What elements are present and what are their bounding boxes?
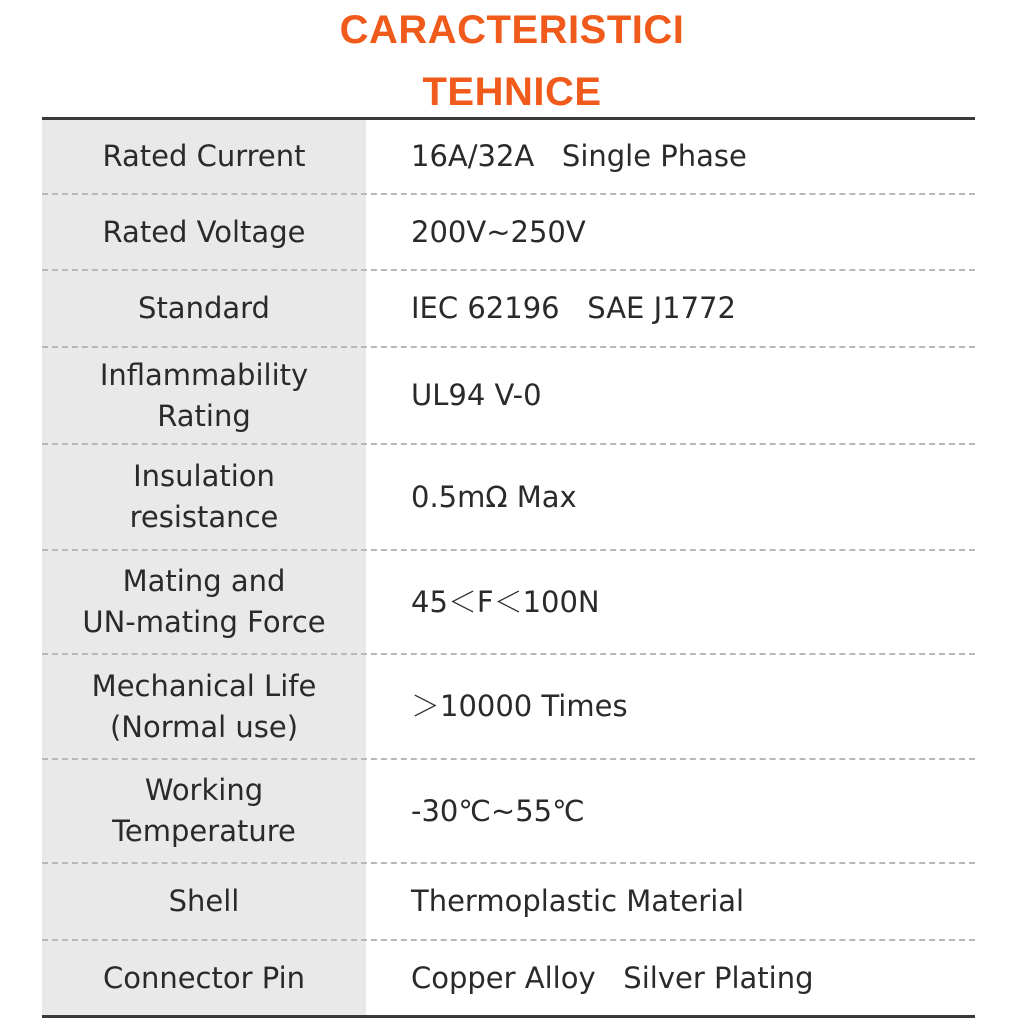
spec-value: Copper Alloy Silver Plating [411,960,814,995]
spec-label: Rated Current [102,139,306,173]
spec-value: 0.5mΩ Max [411,479,577,514]
spec-label: Standard [138,291,270,325]
spec-label: Connector Pin [102,960,306,995]
spec-value: -30℃~55℃ [411,793,585,828]
spec-value: Thermoplastic Material [411,884,745,918]
spec-label: Rated Voltage [102,214,306,249]
spec-row-working-temperature [42,760,975,864]
spec-row-mechanical-life [42,655,975,760]
spec-row-connector-pin [42,941,975,1015]
spec-row-shell [42,864,975,941]
spec-value: 200V~250V [411,214,586,249]
spec-label: Mechanical Life (Normal use) [91,668,317,744]
page-title-line-1: CARACTERISTICI [339,8,685,52]
spec-label: Insulation resistance [129,459,279,534]
spec-value: ＞10000 Times [411,689,628,723]
spec-row-insulation-resistance [42,445,975,551]
spec-label: Shell [168,884,240,918]
spec-table [42,117,975,1018]
spec-row-mating-force [42,551,975,655]
spec-value: 45＜F＜100N [411,584,600,619]
spec-value: UL94 V-0 [411,378,542,412]
spec-row-standard [42,271,975,348]
spec-row-rated-voltage [42,195,975,271]
spec-label: Mating and UN-mating Force [82,564,326,639]
spec-value: IEC 62196 SAE J1772 [411,291,736,325]
page-title-line-2: TEHNICE [422,70,602,114]
spec-label: Inflammability Rating [99,357,309,433]
spec-label: Working Temperature [112,773,296,848]
spec-row-rated-current [42,120,975,195]
spec-value: 16A/32A Single Phase [411,139,747,173]
spec-row-inflammability-rating [42,348,975,445]
